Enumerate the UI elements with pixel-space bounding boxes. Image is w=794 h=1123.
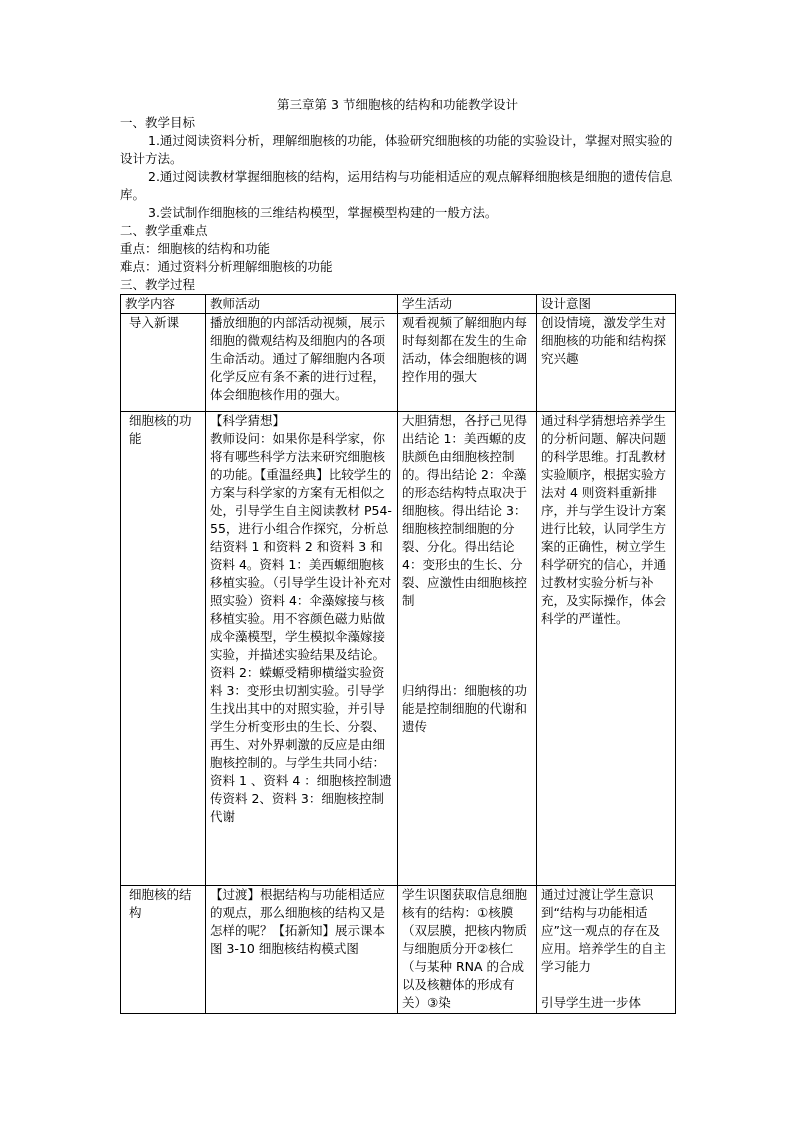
row-student: 大胆猜想，各抒己见得出结论 1：美西螈的皮肤颜色由细胞核控制的。得出结论 2：伞藻的形态结构特点取决于细胞核。得出结论 3：细胞核控制细胞的分裂、分化。得出结论 4：变形虫的生长、分裂、应激性由细胞核控制 归纳得出：细胞核的功能是控制细胞的代谢和遗传 <box>398 412 537 886</box>
header-student: 学生活动 <box>398 295 537 314</box>
goal-item: 1.通过阅读资料分析，理解细胞核的功能，体验研究细胞核的功能的实验设计，掌握对照实验的设计方法。 <box>120 133 673 166</box>
row-student: 观看视频了解细胞内每时每刻都在发生的生命活动，体会细胞核的调控作用的强大 <box>398 314 537 412</box>
table-row <box>121 886 676 1014</box>
row-teacher: 播放细胞的内部活动视频，展示细胞的微观结构及细胞内的各项生命活动。通过了解细胞内各项化学反应有条不紊的进行过程，体会细胞核作用的强大。 <box>206 314 398 412</box>
lesson-table <box>120 294 676 1014</box>
table-header-row <box>121 295 676 314</box>
header-content: 教学内容 <box>121 295 206 314</box>
goals-heading: 一、教学目标 <box>120 115 196 130</box>
key-heading: 二、教学重难点 <box>120 223 208 238</box>
document-title: 第三章第 3 节细胞核的结构和功能教学设计 <box>277 97 518 112</box>
row-content: 细胞核的功能 <box>121 412 206 886</box>
key-point: 重点：细胞核的结构和功能 <box>120 241 271 256</box>
header-intent: 设计意图 <box>537 295 676 314</box>
goal-item: 3.尝试制作细胞核的三维结构模型，掌握模型构建的一般方法。 <box>148 205 498 220</box>
header-teacher: 教师活动 <box>206 295 398 314</box>
row-intent: 通过科学猜想培养学生的分析问题、解决问题的科学思维。打乱教材实验顺序，根据实验方法对 4 则资料重新排序，并与学生设计方案进行比较，认同学生方案的正确性，树立学生科学研究的信心，并通过教材实验分析与补充，及实际操作，体会科学的严谨性。 <box>537 412 676 886</box>
row-intent: 创设情境，激发学生对细胞核的功能和结构探究兴趣 <box>537 314 676 412</box>
row-content: 细胞核的结构 <box>121 886 206 1014</box>
row-teacher: 【科学猜想】 教师设问：如果你是科学家，你将有哪些科学方法来研究细胞核的功能。【重温经典】比较学生的方案与科学家的方案有无相似之处，引导学生自主阅读教材 P54-55，进行小组合作探究，分析总结资料 1 和资料 2 和资料 3 和资料 4。资料 1：美西螈细胞核移植实验。（引导学生设计补充对照实验）资料 4：伞藻嫁接与核移植实验。用不容颜色磁力贴做成伞藻模型，学生模拟伞藻嫁接实验，并描述实验结果及结论。资料 2：蝾螈受精卵横缢实验资料 3：变形虫切割实验。引导学生找出其中的对照实验，并引导学生分析变形虫的生长、分裂、再生、对外界刺激的反应是由细胞核控制的。与学生共同小结：资料 1 、资料 4 ：细胞核控制遗传资料 2、资料 3：细胞核控制代谢 <box>206 412 398 886</box>
goal-item: 2.通过阅读教材掌握细胞核的结构，运用结构与功能相适应的观点解释细胞核是细胞的遗传信息库。 <box>120 169 673 202</box>
difficult-point: 难点：通过资料分析理解细胞核的功能 <box>120 259 333 274</box>
row-student: 学生识图获取信息细胞核有的结构：①核膜（双层膜，把核内物质与细胞质分开②核仁 （与某种 RNA 的合成以及核糖体的形成有关）③染 <box>398 886 537 1014</box>
row-intent: 通过过渡让学生意识到“结构与功能相适应”这一观点的存在及应用。培养学生的自主学习能力 引导学生进一步体 <box>537 886 676 1014</box>
document-page <box>120 96 675 1014</box>
row-content: 导入新课 <box>121 314 206 412</box>
process-heading: 三、教学过程 <box>120 277 196 292</box>
table-row <box>121 412 676 886</box>
row-teacher: 【过渡】根据结构与功能相适应的观点，那么细胞核的结构又是怎样的呢？【拓新知】展示课本图 3-10 细胞核结构模式图 <box>206 886 398 1014</box>
table-row <box>121 314 676 412</box>
